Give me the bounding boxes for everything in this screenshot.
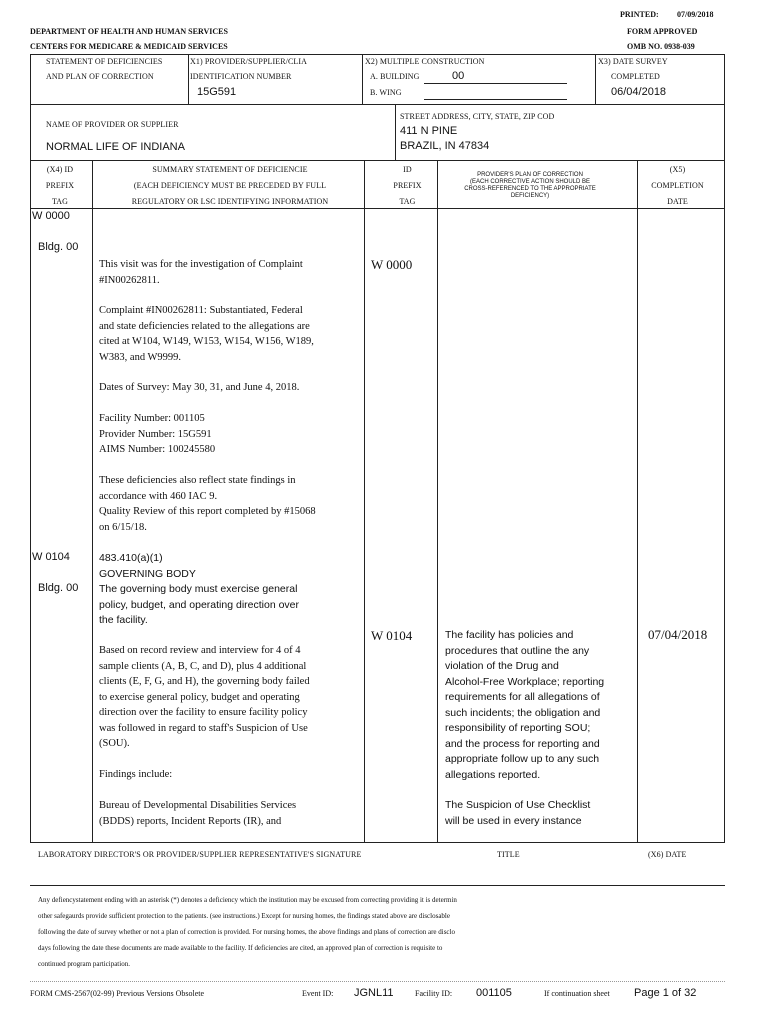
statement-label-2: AND PLAN OF CORRECTION — [46, 72, 154, 81]
summary-header-2: (EACH DEFICIENCY MUST BE PRECEDED BY FULL — [133, 181, 327, 190]
signature-label: LABORATORY DIRECTOR'S OR PROVIDER/SUPPLIER REPRESENTATIVE'S SIGNATURE — [38, 850, 362, 859]
para-bdds: Bureau of Developmental Disabilities Services (BDDS) reports, Incident Reports (IR), and — [99, 800, 297, 827]
id-header-1: ID — [403, 165, 412, 174]
id-w0104: W 0104 — [371, 628, 413, 643]
disclaimer-text: Any defiencystatement ending with an asterisk (*) denotes a deficiency which the institution may be excused from correcting providing it is determin other safegaurds provide sufficient protection to the patients. (see instructions.) Except for nursing homes, the findings stated above are disclosable following the date of survey whether or not a plan of correction is provided. For nursing homes, the above findings and plans of correction are disclo days following the date these documents are made available to the facility. If deficiencies are cited, an approved plan of correction is requisite to continued program participation. — [38, 896, 457, 968]
tag-w0104: W 0104 — [32, 551, 70, 563]
statement-label-1: STATEMENT OF DEFICIENCIES — [46, 57, 163, 66]
page-number: Page 1 of 32 — [634, 987, 697, 999]
x3-label-1: X3) DATE SURVEY — [598, 57, 668, 66]
dept-title: DEPARTMENT OF HEALTH AND HUMAN SERVICES — [30, 27, 228, 36]
x5-header-1: (X5) — [669, 165, 686, 174]
event-id-value: JGNL11 — [354, 987, 394, 999]
facility-id-value: 001105 — [476, 987, 512, 999]
x5-header-2: COMPLETION — [651, 181, 704, 190]
para-facility: Facility Number: 001105 Provider Number: 15G591 AIMS Number: 100245580 — [99, 413, 216, 455]
plan-header-4: DEFICIENCY) — [510, 193, 550, 199]
continuation-label: If continuation sheet — [544, 989, 610, 998]
plan-header-3: CROSS-REFERENCED TO THE APPROPRIATE — [464, 186, 596, 192]
centers-title: CENTERS FOR MEDICARE & MEDICAID SERVICES — [30, 42, 228, 51]
form-number: FORM CMS-2567(02-99) Previous Versions Obsolete — [30, 989, 205, 998]
street-label: STREET ADDRESS, CITY, STATE, ZIP COD — [400, 112, 555, 121]
wing-label: B. WING — [370, 88, 402, 97]
x3-label-2: COMPLETED — [611, 72, 660, 81]
building-value: 00 — [452, 70, 465, 82]
para-complaint: Complaint #IN00262811: Substantiated, Federal and state deficiencies related to the allegations are cited at W104, W149, W153, W154, W156, W189, W383, and W9999. — [99, 305, 314, 363]
para-state-findings: These deficiencies also reflect state findings in accordance with 460 IAC 9. Quality Review of this report completed by #15068 on 6/15/18. — [99, 475, 316, 533]
printed-date: 07/09/2018 — [677, 10, 714, 19]
x4-header-3: TAG — [51, 197, 69, 206]
x6-date-label: (X6) DATE — [648, 850, 687, 859]
x1-label-1: X1) PROVIDER/SUPPLIER/CLIA — [190, 57, 308, 66]
plan-header-2: (EACH CORRECTIVE ACTION SHOULD BE — [469, 179, 591, 185]
para-record-review: Based on record review and interview for 4 of 4 sample clients (A, B, C, and D), plus 4 additional clients (E, F, G, and H), the governing body failed to exercise general policy, budget and operating direction over the facility to ensure facility policy was followed in regard to staff's Suspicion of Use (SOU). — [99, 645, 310, 749]
para-findings: Findings include: — [99, 769, 173, 780]
title-label: TITLE — [497, 850, 520, 859]
para-visit: This visit was for the investigation of Complaint #IN00262811. — [99, 259, 303, 286]
event-id-label: Event ID: — [302, 989, 334, 998]
x1-label-2: IDENTIFICATION NUMBER — [190, 72, 292, 81]
bldg-label-2: Bldg. 00 — [38, 582, 79, 594]
survey-date-value: 06/04/2018 — [611, 86, 667, 98]
para-dates: Dates of Survey: May 30, 31, and June 4, 2018. — [99, 382, 300, 393]
provider-name-label: NAME OF PROVIDER OR SUPPLIER — [46, 120, 179, 129]
completion-date: 07/04/2018 — [648, 627, 708, 642]
building-label: A. BUILDING — [370, 72, 420, 81]
facility-id-label: Facility ID: — [415, 989, 453, 998]
x4-header-1: (X4) ID — [46, 165, 74, 174]
summary-header-3: REGULATORY OR LSC IDENTIFYING INFORMATION — [131, 197, 329, 206]
form-approved: FORM APPROVED — [627, 27, 698, 36]
omb-number: OMB NO. 0938-039 — [627, 42, 695, 51]
city-value: BRAZIL, IN 47834 — [400, 140, 490, 152]
bldg-label-1: Bldg. 00 — [38, 241, 79, 253]
para-governing-body: 483.410(a)(1) GOVERNING BODY The governing body must exercise general policy, budget, and operating direction over the facility. — [99, 552, 300, 626]
footer-divider — [30, 981, 725, 982]
x5-header-3: DATE — [667, 197, 688, 206]
id-w0000: W 0000 — [371, 257, 413, 272]
plan-checklist-text: The Suspicion of Use Checklist will be used in every instance — [445, 799, 591, 827]
street-value: 411 N PINE — [400, 125, 458, 137]
printed-label: PRINTED: — [620, 10, 659, 19]
id-header-2: PREFIX — [393, 181, 422, 190]
plan-correction-text: The facility has policies and procedures that outline the any violation of the Drug and Alcohol-Free Workplace; reporting requirements for all allegations of such incidents; the obligation and responsibility of reporting SOU; and the process for reporting and appropriate follow up to any such allegations reported. — [445, 629, 605, 781]
summary-header-1: SUMMARY STATEMENT OF DEFICIENCIE — [152, 165, 308, 174]
provider-id-value: 15G591 — [197, 86, 237, 98]
x4-header-2: PREFIX — [45, 181, 75, 190]
plan-header-1: PROVIDER'S PLAN OF CORRECTION — [477, 172, 583, 178]
provider-name-value: NORMAL LIFE OF INDIANA — [46, 141, 185, 153]
x2-label: X2) MULTIPLE CONSTRUCTION — [365, 57, 485, 66]
tag-w0000: W 0000 — [32, 210, 70, 222]
id-header-3: TAG — [399, 197, 416, 206]
